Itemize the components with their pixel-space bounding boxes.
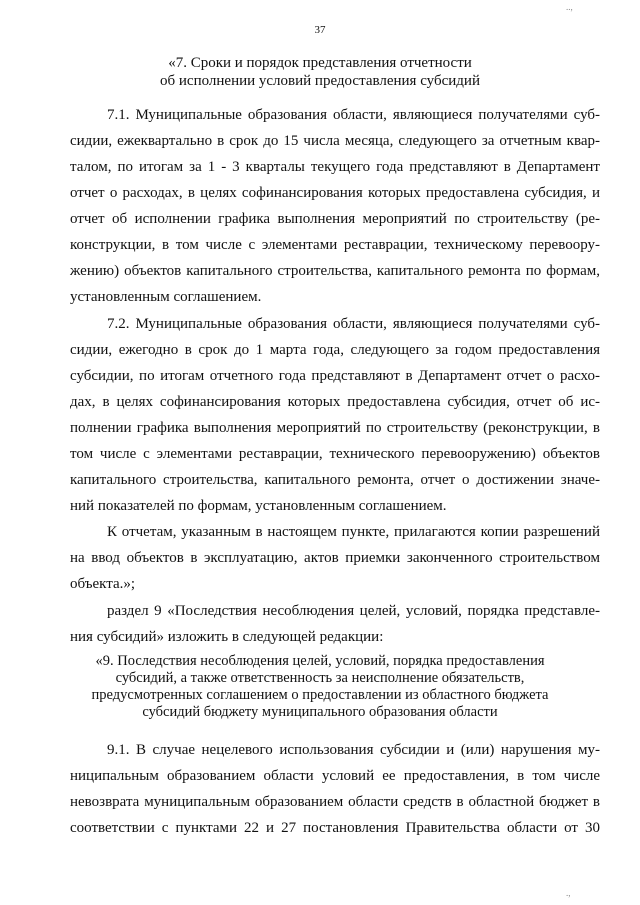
heading-line: предусмотренных соглашением о предоставлении из областного бюджета — [91, 687, 549, 703]
text-line: объекта.»; — [70, 576, 136, 592]
text-line: отчет об исполнении графика выполнения мероприятий по строительству (ре- — [70, 211, 600, 227]
text-line: жению) объектов капитального строительства, капитального ремонта по формам, — [70, 263, 600, 279]
text-line: полнении графика выполнения мероприятий по строительству (реконструкции, в — [70, 420, 600, 436]
text-line: том числе с элементами реставрации, технического перевооружению) объектов — [70, 446, 600, 462]
text-line: установленным соглашением. — [70, 289, 262, 305]
text-line: на ввод объектов в эксплуатацию, актов приемки законченного строительством — [70, 550, 600, 566]
text-line: раздел 9 «Последствия несоблюдения целей, условий, порядка представле- — [107, 603, 600, 619]
text-line: 7.1. Муниципальные образования области, являющиеся получателями суб- — [107, 107, 600, 123]
text-line: сидии, ежеквартально в срок до 15 числа месяца, следующего за отчетным квар- — [70, 133, 600, 149]
text-line: талом, по итогам за 1 - 3 кварталы текущего года представляют в Департамент — [70, 159, 600, 175]
text-line: конструкции, в том числе с элементами реставрации, техническому перевоору- — [70, 237, 600, 253]
text-line: капитального строительства, капитального ремонта, отчет о достижении значе- — [70, 472, 600, 488]
text-line: ниципальным образованием области условий ее предоставления, в том числе — [70, 768, 600, 784]
heading-line: субсидий бюджету муниципального образования области — [142, 704, 498, 720]
text-line: 7.2. Муниципальные образования области, являющиеся получателями суб- — [107, 316, 600, 332]
section-7-heading — [80, 54, 560, 90]
text-line: К отчетам, указанным в настоящем пункте, прилагаются копии разрешений — [107, 524, 600, 540]
text-line: дах, в целях софинансирования которых предоставлена субсидия, отчет об ис- — [70, 394, 600, 410]
scan-mark: .., — [566, 2, 573, 12]
text-line: соответствии с пунктами 22 и 27 постановления Правительства области от 30 — [70, 820, 600, 836]
text-line: сидии, ежегодно в срок до 1 марта года, следующего за годом предоставления — [70, 342, 600, 358]
heading-line: «7. Сроки и порядок представления отчетности — [168, 55, 472, 71]
text-line: субсидии, по итогам отчетного года представляют в Департамент отчет о расхо- — [70, 368, 600, 384]
text-line: ний показателей по формам, установленным соглашением. — [70, 498, 447, 514]
heading-line: «9. Последствия несоблюдения целей, условий, порядка предоставления — [95, 653, 545, 669]
section-9-heading — [80, 653, 560, 721]
text-line: отчет о расходах, в целях софинансирования которых предоставлена субсидия, и — [70, 185, 600, 201]
text-line: 9.1. В случае нецелевого использования субсидии и (или) нарушения му- — [107, 742, 600, 758]
heading-line: субсидий, а также ответственность за неисполнение обязательств, — [115, 670, 525, 686]
text-line: невозврата муниципальным образованием области средств в областной бюджет в — [70, 794, 600, 810]
scan-mark: ., — [566, 888, 571, 898]
text-line: ния субсидий» изложить в следующей редакции: — [70, 629, 384, 645]
page-number: 37 — [314, 24, 326, 36]
heading-line: об исполнении условий предоставления субсидий — [160, 73, 480, 89]
